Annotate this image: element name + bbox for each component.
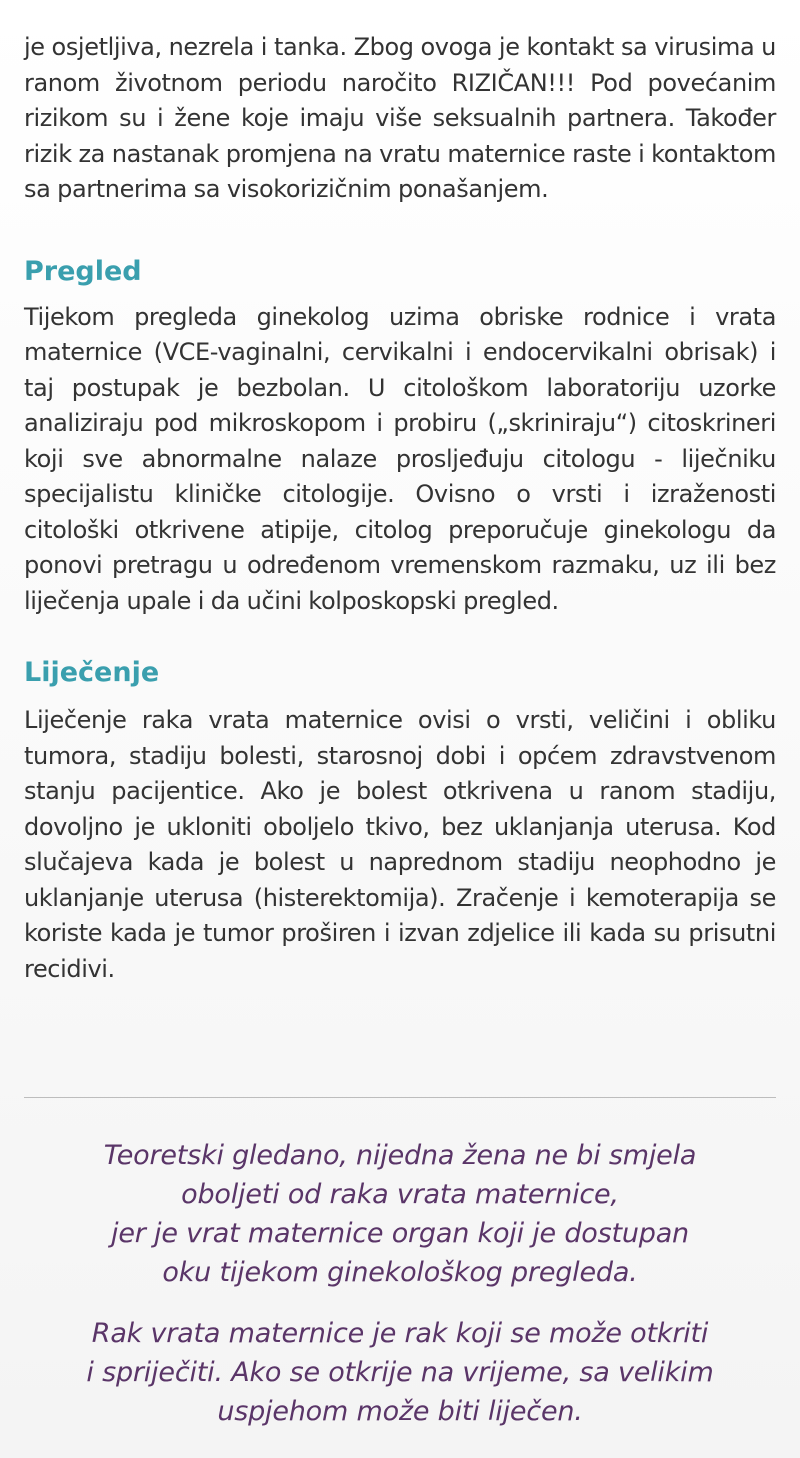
highlight-quote-1 bbox=[0, 1136, 800, 1292]
pregled-paragraph: Tijekom pregleda ginekolog uzima obriske rodnice i vrata maternice (VCE-vaginalni, cervikalni i endocervikalni obrisak) i taj postupak je bezbolan. U citološkom laboratoriju uzorke analiziraju pod mikroskopom i probiru („skriniraju“) citoskrineri koji sve abnormalne nalaze prosljeđuju citologu - liječniku specijalistu kliničke citologije. Ovisno o vrsti i izraženosti citološki otkrivene atipije, citolog preporučuje ginekologu da ponovi pretragu u određenom vremenskom razmaku, uz ili bez liječenja upale i da učini kolposkopski pregled. bbox=[24, 302, 776, 615]
section-heading-pregled: Pregled bbox=[24, 255, 142, 287]
quote-text: Teoretski gledano, nijedna žena ne bi smjela oboljeti od raka vrata maternice, jer je vrat maternice organ koji je dostupan oku tijekom ginekološkog pregleda. bbox=[103, 1140, 697, 1288]
quote-text: Rak vrata maternice je rak koji se može otkriti i spriječiti. Ako se otkrije na vrijeme, sa velikim uspjehom može biti liječen. bbox=[86, 1318, 714, 1427]
lijecenje-paragraph: Liječenje raka vrata maternice ovisi o vrsti, veličini i obliku tumora, stadiju bolesti, starosnoj dobi i općem zdravstvenom stanju pacijentice. Ako je bolest otkrivena u ranom stadiju, dovoljno je ukloniti oboljelo tkivo, bez uklanjanja uterusa. Kod slučajeva kada je bolest u naprednom stadiju neophodno je uklanjanje uterusa (histerektomija). Zračenje i kemoterapija se koriste kada je tumor proširen i izvan zdjelice ili kada su prisutni recidivi. bbox=[24, 706, 776, 983]
highlight-quote-2 bbox=[0, 1314, 800, 1431]
section-divider bbox=[24, 1097, 776, 1098]
intro-paragraph: je osjetljiva, nezrela i tanka. Zbog ovoga je kontakt sa virusima u ranom životnom periodu naročito RIZIČAN!!! Pod povećanim rizikom su i žene koje imaju više seksualnih partnera. Također rizik za nastanak promjena na vratu maternice raste i kontaktom sa partnerima sa visokorizičnim ponašanjem. bbox=[24, 33, 776, 203]
section-heading-lijecenje: Liječenje bbox=[24, 657, 160, 688]
